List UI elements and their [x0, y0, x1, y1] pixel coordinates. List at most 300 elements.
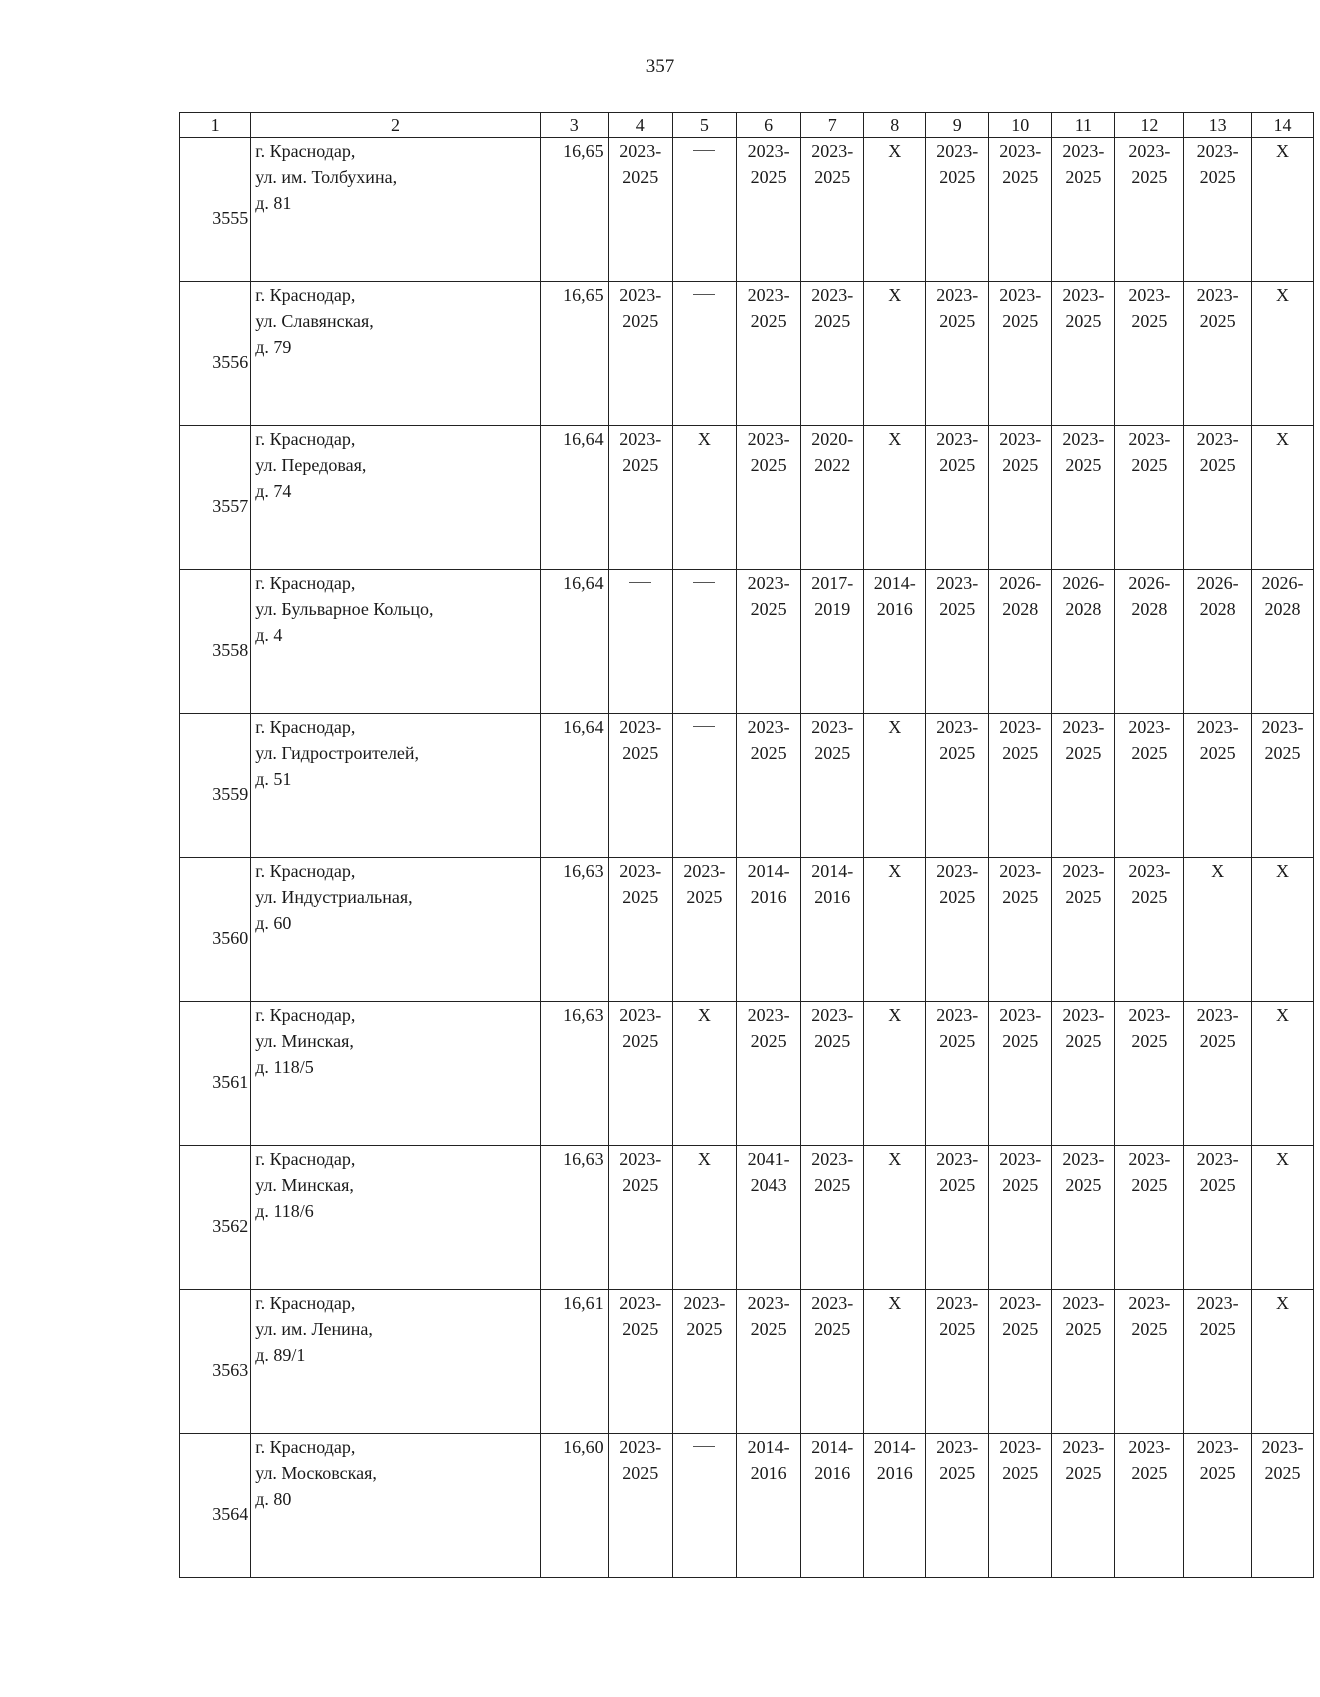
- value-cell: [1115, 282, 1184, 426]
- row-number-cell: [180, 1002, 251, 1146]
- value-line: X: [888, 1293, 902, 1313]
- row-number-cell: [180, 426, 251, 570]
- value-line: 2025: [1199, 1319, 1236, 1339]
- value-line: X: [1276, 1005, 1289, 1025]
- value-cell: [1184, 1002, 1252, 1146]
- address-line: ул. Передовая,: [255, 455, 367, 475]
- value-line: 2028: [1065, 599, 1102, 619]
- area-cell: 16,60: [540, 1434, 608, 1578]
- value-line: 2023-: [936, 1293, 979, 1313]
- row-number: 3563: [212, 1359, 249, 1380]
- value-cell: [1252, 426, 1314, 570]
- column-header: 8: [864, 113, 926, 138]
- value-line: 2023-: [999, 141, 1042, 161]
- value-line: 2025: [939, 743, 976, 763]
- value-line: 2025: [1002, 1175, 1039, 1195]
- value-line: 2023-: [683, 861, 726, 881]
- value-line: 2025: [1199, 743, 1236, 763]
- value-line: 2014-: [811, 1437, 854, 1457]
- value-line: 2025: [939, 455, 976, 475]
- value-line: X: [697, 1005, 711, 1025]
- value-cell: [1252, 138, 1314, 282]
- area-cell: 16,64: [540, 714, 608, 858]
- address-line: д. 118/6: [255, 1201, 314, 1221]
- value-line: 2025: [622, 1175, 659, 1195]
- value-line: 2023-: [999, 285, 1042, 305]
- value-cell: [608, 1434, 672, 1578]
- value-line: 2023-: [811, 717, 854, 737]
- address-cell: [251, 1002, 541, 1146]
- value-cell: [1052, 282, 1115, 426]
- value-line: 2023-: [999, 1437, 1042, 1457]
- address-line: д. 89/1: [255, 1345, 306, 1365]
- value-cell: [989, 858, 1052, 1002]
- address-line: ул. им. Ленина,: [255, 1319, 373, 1339]
- value-line: 2025: [1199, 1463, 1236, 1483]
- column-header: 9: [926, 113, 989, 138]
- address-line: ул. Гидростроителей,: [255, 743, 420, 763]
- value-cell: [1115, 570, 1184, 714]
- value-line: 2023-: [1062, 861, 1105, 881]
- table-row: [180, 138, 1314, 282]
- value-line: 2025: [939, 167, 976, 187]
- column-header: 6: [737, 113, 801, 138]
- value-line: 2016: [750, 1463, 787, 1483]
- value-cell: [1252, 1434, 1314, 1578]
- column-header: 4: [608, 113, 672, 138]
- value-cell: [801, 1146, 864, 1290]
- value-cell: [989, 1146, 1052, 1290]
- value-line: 2025: [814, 743, 851, 763]
- value-line: 2023-: [1196, 717, 1239, 737]
- value-cell: [1184, 858, 1252, 1002]
- row-number: 3564: [212, 1503, 249, 1524]
- value-line: 2023-: [619, 1437, 662, 1457]
- value-line: 2023-: [936, 141, 979, 161]
- address-line: д. 60: [255, 913, 292, 933]
- value-cell: [608, 1290, 672, 1434]
- value-line: 2023-: [619, 285, 662, 305]
- value-cell: [608, 858, 672, 1002]
- value-line: 2014-: [873, 573, 916, 593]
- value-line: 2023-: [747, 717, 790, 737]
- value-line: X: [1276, 861, 1289, 881]
- value-cell: [864, 282, 926, 426]
- column-header: 5: [672, 113, 736, 138]
- value-line: 2043: [750, 1175, 787, 1195]
- dash-mark: [629, 582, 651, 583]
- address-line: ул. Славянская,: [255, 311, 374, 331]
- address-line: ул. Индустриальная,: [255, 887, 413, 907]
- value-line: 2026-: [1196, 573, 1239, 593]
- value-cell: [1052, 138, 1115, 282]
- value-cell: [672, 426, 736, 570]
- value-cell: [864, 858, 926, 1002]
- value-cell: [1052, 1434, 1115, 1578]
- table-row: [180, 1290, 1314, 1434]
- value-cell: [864, 1290, 926, 1434]
- value-line: 2023-: [747, 1293, 790, 1313]
- value-line: 2023-: [811, 1005, 854, 1025]
- value-line: 2023-: [619, 861, 662, 881]
- address-line: г. Краснодар,: [255, 429, 356, 449]
- area-cell: 16,63: [540, 858, 608, 1002]
- value-cell: [672, 858, 736, 1002]
- value-line: 2025: [1065, 1031, 1102, 1051]
- value-line: 2025: [939, 1319, 976, 1339]
- value-line: 2023-: [1196, 141, 1239, 161]
- value-cell: [672, 1146, 736, 1290]
- value-cell: [1252, 1146, 1314, 1290]
- address-cell: [251, 138, 541, 282]
- value-line: 2023-: [1128, 1437, 1171, 1457]
- value-line: 2025: [939, 887, 976, 907]
- row-number: 3558: [212, 639, 249, 660]
- row-number: 3561: [212, 1071, 249, 1092]
- value-cell: [801, 714, 864, 858]
- value-cell: [608, 1146, 672, 1290]
- address-line: г. Краснодар,: [255, 717, 356, 737]
- value-line: X: [888, 717, 902, 737]
- value-line: 2025: [1131, 311, 1168, 331]
- address-line: д. 118/5: [255, 1057, 314, 1077]
- value-line: 2025: [750, 455, 787, 475]
- value-line: 2025: [1131, 1463, 1168, 1483]
- value-cell: [926, 138, 989, 282]
- value-cell: [1184, 426, 1252, 570]
- value-line: 2025: [622, 167, 659, 187]
- row-number: 3556: [212, 351, 249, 372]
- value-line: 2023-: [1128, 429, 1171, 449]
- value-line: 2023-: [1261, 717, 1304, 737]
- value-line: 2025: [1131, 1175, 1168, 1195]
- value-cell: [737, 426, 801, 570]
- value-line: 2019: [814, 599, 851, 619]
- value-line: 2025: [1065, 455, 1102, 475]
- address-line: ул. Московская,: [255, 1463, 377, 1483]
- value-cell: [864, 1434, 926, 1578]
- table-row: [180, 282, 1314, 426]
- value-cell: [737, 570, 801, 714]
- address-line: ул. им. Толбухина,: [255, 167, 398, 187]
- value-line: 2026-: [1128, 573, 1171, 593]
- value-cell: [1252, 1002, 1314, 1146]
- address-cell: [251, 858, 541, 1002]
- value-line: 2023-: [999, 1149, 1042, 1169]
- value-cell: [989, 138, 1052, 282]
- address-line: г. Краснодар,: [255, 1293, 356, 1313]
- value-line: 2023-: [1062, 429, 1105, 449]
- dash-mark: [693, 150, 715, 151]
- value-cell: [1252, 858, 1314, 1002]
- dash-mark: [693, 294, 715, 295]
- value-line: 2025: [622, 743, 659, 763]
- value-cell: [1052, 1146, 1115, 1290]
- value-cell: [926, 1290, 989, 1434]
- value-cell: [1115, 858, 1184, 1002]
- value-cell: [989, 1290, 1052, 1434]
- value-line: 2016: [876, 1463, 913, 1483]
- value-cell: [672, 714, 736, 858]
- value-line: 2025: [1199, 167, 1236, 187]
- value-cell: [1115, 1002, 1184, 1146]
- value-line: 2023-: [683, 1293, 726, 1313]
- address-line: д. 51: [255, 769, 292, 789]
- value-line: 2025: [1002, 1319, 1039, 1339]
- value-line: 2022: [814, 455, 851, 475]
- value-cell: [801, 426, 864, 570]
- value-cell: [926, 714, 989, 858]
- value-cell: [801, 858, 864, 1002]
- value-line: 2025: [939, 1463, 976, 1483]
- address-line: г. Краснодар,: [255, 1149, 356, 1169]
- value-line: 2016: [750, 887, 787, 907]
- value-line: X: [1276, 1293, 1289, 1313]
- header-row: [180, 113, 1314, 138]
- value-line: X: [888, 429, 902, 449]
- address-line: г. Краснодар,: [255, 573, 356, 593]
- value-line: 2025: [814, 167, 851, 187]
- table-row: [180, 1002, 1314, 1146]
- value-line: 2016: [814, 887, 851, 907]
- value-cell: [672, 138, 736, 282]
- value-line: 2023-: [619, 429, 662, 449]
- value-line: 2023-: [619, 1005, 662, 1025]
- dash-mark: [693, 726, 715, 727]
- value-cell: [864, 426, 926, 570]
- value-cell: [989, 282, 1052, 426]
- value-line: 2026-: [999, 573, 1042, 593]
- value-line: 2023-: [1196, 429, 1239, 449]
- value-cell: [926, 426, 989, 570]
- value-line: X: [697, 1149, 711, 1169]
- table-row: [180, 714, 1314, 858]
- address-cell: [251, 1434, 541, 1578]
- value-line: 2025: [1065, 1463, 1102, 1483]
- column-header: 12: [1115, 113, 1184, 138]
- value-cell: [1052, 858, 1115, 1002]
- table-row: [180, 570, 1314, 714]
- row-number: 3560: [212, 927, 249, 948]
- value-cell: [801, 1002, 864, 1146]
- value-line: 2023-: [1062, 141, 1105, 161]
- value-line: 2025: [686, 887, 723, 907]
- value-cell: [1184, 1290, 1252, 1434]
- value-line: 2023-: [1062, 285, 1105, 305]
- value-line: 2028: [1131, 599, 1168, 619]
- value-line: X: [888, 1149, 902, 1169]
- value-line: 2028: [1264, 599, 1301, 619]
- value-line: 2025: [1002, 311, 1039, 331]
- value-line: 2023-: [999, 429, 1042, 449]
- dash-mark: [693, 582, 715, 583]
- value-line: X: [1276, 429, 1289, 449]
- value-cell: [1115, 426, 1184, 570]
- value-line: 2025: [1065, 887, 1102, 907]
- table-row: [180, 1146, 1314, 1290]
- value-line: 2025: [622, 311, 659, 331]
- value-line: 2023-: [1196, 285, 1239, 305]
- value-line: 2023-: [811, 1293, 854, 1313]
- value-line: 2025: [622, 1319, 659, 1339]
- value-line: 2025: [1199, 1175, 1236, 1195]
- value-cell: [737, 138, 801, 282]
- column-header: 7: [801, 113, 864, 138]
- value-cell: [926, 570, 989, 714]
- address-line: д. 74: [255, 481, 292, 501]
- value-cell: [926, 1146, 989, 1290]
- value-line: 2025: [1065, 167, 1102, 187]
- value-cell: [1184, 570, 1252, 714]
- value-line: 2023-: [619, 1293, 662, 1313]
- dash-mark: [693, 1446, 715, 1447]
- value-line: 2023-: [1128, 1005, 1171, 1025]
- value-cell: [1052, 714, 1115, 858]
- value-line: 2023-: [1062, 1293, 1105, 1313]
- value-cell: [1115, 714, 1184, 858]
- address-cell: [251, 714, 541, 858]
- table-row: [180, 426, 1314, 570]
- value-cell: [1184, 1434, 1252, 1578]
- value-line: 2025: [1065, 1319, 1102, 1339]
- value-cell: [926, 282, 989, 426]
- row-number-cell: [180, 1146, 251, 1290]
- value-line: X: [888, 285, 902, 305]
- row-number-cell: [180, 138, 251, 282]
- value-line: 2023-: [936, 1005, 979, 1025]
- value-line: 2023-: [1062, 1005, 1105, 1025]
- address-line: д. 4: [255, 625, 283, 645]
- value-cell: [864, 138, 926, 282]
- value-line: 2014-: [811, 861, 854, 881]
- value-line: 2023-: [1196, 1005, 1239, 1025]
- value-line: 2025: [1264, 1463, 1301, 1483]
- area-cell: 16,63: [540, 1002, 608, 1146]
- value-line: 2014-: [747, 861, 790, 881]
- value-cell: [989, 714, 1052, 858]
- value-line: 2025: [750, 311, 787, 331]
- row-number: 3555: [212, 207, 249, 228]
- value-line: 2023-: [1062, 1437, 1105, 1457]
- value-line: 2025: [939, 1175, 976, 1195]
- address-cell: [251, 1290, 541, 1434]
- value-line: 2025: [814, 1175, 851, 1195]
- value-line: 2023-: [747, 573, 790, 593]
- row-number-cell: [180, 1290, 251, 1434]
- value-line: 2023-: [936, 1149, 979, 1169]
- value-line: 2025: [686, 1319, 723, 1339]
- register-table: [179, 112, 1314, 1578]
- value-cell: [1252, 282, 1314, 426]
- value-line: 2020-: [811, 429, 854, 449]
- value-cell: [608, 138, 672, 282]
- column-header: 10: [989, 113, 1052, 138]
- value-cell: [737, 1146, 801, 1290]
- value-cell: [864, 570, 926, 714]
- value-cell: [672, 1290, 736, 1434]
- row-number-cell: [180, 570, 251, 714]
- value-line: 2023-: [747, 285, 790, 305]
- row-number-cell: [180, 858, 251, 1002]
- column-header: 2: [251, 113, 541, 138]
- value-line: 2025: [1002, 887, 1039, 907]
- value-cell: [1252, 1290, 1314, 1434]
- column-header: 1: [180, 113, 251, 138]
- area-cell: 16,65: [540, 138, 608, 282]
- area-cell: 16,64: [540, 570, 608, 714]
- value-line: 2016: [814, 1463, 851, 1483]
- address-line: ул. Минская,: [255, 1031, 354, 1051]
- value-line: 2025: [622, 1031, 659, 1051]
- value-cell: [1052, 1290, 1115, 1434]
- value-line: 2025: [939, 1031, 976, 1051]
- value-line: 2025: [750, 743, 787, 763]
- value-line: 2025: [1002, 167, 1039, 187]
- address-line: д. 81: [255, 193, 292, 213]
- value-cell: [1115, 1146, 1184, 1290]
- value-line: X: [1276, 285, 1289, 305]
- value-cell: [672, 1002, 736, 1146]
- value-line: 2025: [750, 167, 787, 187]
- value-line: 2025: [1199, 311, 1236, 331]
- value-line: 2023-: [619, 717, 662, 737]
- value-line: 2025: [1002, 1031, 1039, 1051]
- value-line: 2023-: [1128, 1293, 1171, 1313]
- area-cell: 16,64: [540, 426, 608, 570]
- value-cell: [801, 1434, 864, 1578]
- value-line: 2023-: [1128, 141, 1171, 161]
- value-cell: [864, 1002, 926, 1146]
- value-line: 2025: [622, 1463, 659, 1483]
- value-line: 2023-: [936, 717, 979, 737]
- value-line: 2025: [622, 455, 659, 475]
- value-cell: [1184, 714, 1252, 858]
- value-cell: [1252, 570, 1314, 714]
- value-line: 2023-: [811, 285, 854, 305]
- value-cell: [1115, 138, 1184, 282]
- value-cell: [737, 282, 801, 426]
- value-line: 2025: [1131, 455, 1168, 475]
- area-cell: 16,61: [540, 1290, 608, 1434]
- row-number: 3559: [212, 783, 249, 804]
- value-cell: [989, 1002, 1052, 1146]
- value-line: X: [1276, 1149, 1289, 1169]
- value-line: 2025: [1131, 1319, 1168, 1339]
- value-cell: [801, 570, 864, 714]
- value-line: 2026-: [1261, 573, 1304, 593]
- row-number-cell: [180, 714, 251, 858]
- value-line: 2023-: [999, 717, 1042, 737]
- address-line: г. Краснодар,: [255, 141, 356, 161]
- value-line: 2041-: [747, 1149, 790, 1169]
- value-line: 2025: [814, 1319, 851, 1339]
- value-line: 2023-: [936, 429, 979, 449]
- address-cell: [251, 282, 541, 426]
- value-line: 2023-: [936, 1437, 979, 1457]
- value-cell: [672, 1434, 736, 1578]
- value-cell: [737, 1434, 801, 1578]
- value-line: 2025: [1264, 743, 1301, 763]
- value-line: 2023-: [1128, 285, 1171, 305]
- value-cell: [801, 1290, 864, 1434]
- value-cell: [1052, 570, 1115, 714]
- address-line: ул. Бульварное Кольцо,: [255, 599, 434, 619]
- value-line: 2026-: [1062, 573, 1105, 593]
- row-number-cell: [180, 282, 251, 426]
- value-cell: [1052, 1002, 1115, 1146]
- value-line: 2023-: [1128, 717, 1171, 737]
- value-cell: [989, 1434, 1052, 1578]
